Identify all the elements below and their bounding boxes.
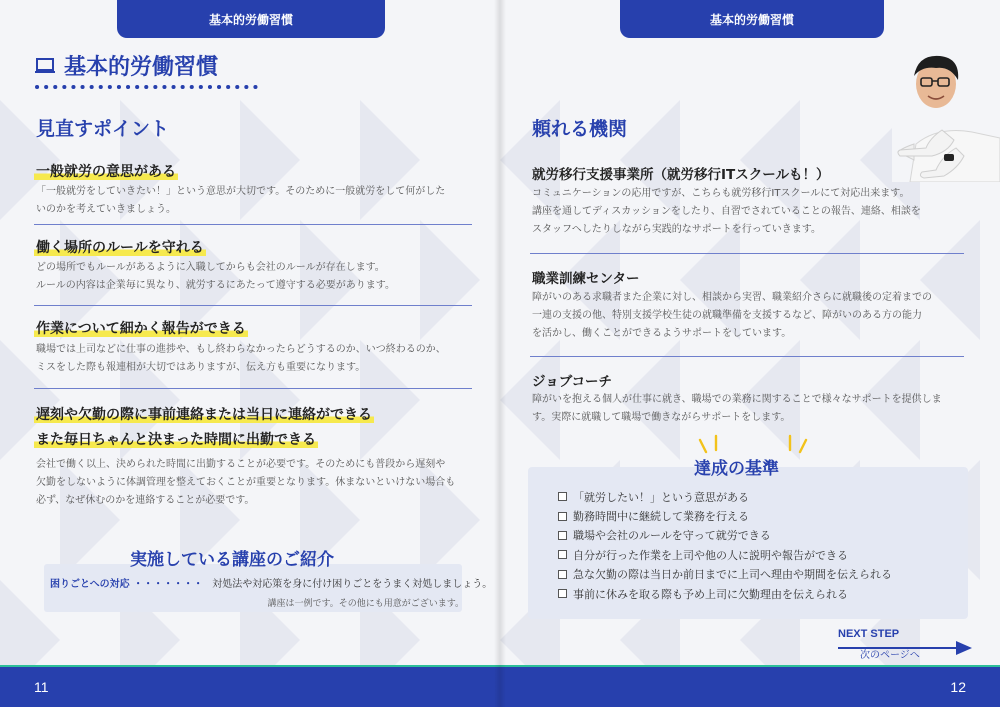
agency-title: 就労移行支援事業所（就労移行ITスクールも！） <box>532 167 830 183</box>
checkbox-icon <box>558 492 567 501</box>
point-body: 「一般就労をしていきたい！」という意思が大切です。そのために一般就労をして何がした いのかを考えていきましょう。 <box>36 186 446 215</box>
criteria-item: 事前に休みを取る際も予め上司に欠勤理由を伝えられる <box>558 584 892 603</box>
divider <box>530 356 964 357</box>
point-title: また毎日ちゃんと決まった時間に出勤できる <box>36 432 316 448</box>
criteria-item: 勤務時間中に継続して業務を行える <box>558 506 892 525</box>
title-dotted-underline <box>34 84 266 90</box>
next-step-label: NEXT STEP <box>838 628 900 640</box>
header-tab: 基本的労働習慣 <box>620 0 884 38</box>
footer-bar <box>0 665 500 707</box>
section-heading: 頼れる機関 <box>532 118 628 140</box>
agency-title: 職業訓練センター <box>532 271 640 287</box>
course-title: 実施している講座のご紹介 <box>130 550 334 570</box>
page-number: 12 <box>950 679 966 695</box>
agency-title: ジョブコーチ <box>532 374 613 390</box>
laptop-icon <box>34 55 56 77</box>
course-desc: 対処法や対応策を身に付け困りごとをうまく対処しましょう。 <box>212 579 493 590</box>
section-heading: 見直すポイント <box>36 118 170 140</box>
page-title-text: 基本的労働習慣 <box>64 55 219 80</box>
agency-body: 障がいを抱える個人が仕事に就き、職場での業務に関することで様々なサポートを提供しま す。実際に就職して職場で働きながらサポートをします。 <box>532 394 942 423</box>
point-title: 遅刻や欠勤の際に事前連絡または当日に連絡ができる <box>36 407 372 423</box>
course-item <box>50 575 492 590</box>
point-title: 作業について細かく報告ができる <box>36 321 246 337</box>
footer-bar <box>500 665 1000 707</box>
sparkle-icon <box>686 432 822 456</box>
page-title <box>34 50 218 81</box>
agency-body: 障がいのある求職者また企業に対し、相談から実習、職業紹介さらに就職後の定着までの 一連の支援の他、特別支援学校生徒の就職準備を支援するなど、障がいのある方の能力 を活かし、働くことができるようサポートをしています。 <box>532 292 932 339</box>
point-body: 職場では上司などに仕事の進捗や、もし終わらなかったらどうするのか、いつ終わるのか、 ミスをした際も報連相が大切ではありますが、伝え方も重要になります。 <box>36 344 446 373</box>
right-page <box>500 0 1000 707</box>
point-title: 働く場所のルールを守れる <box>36 240 204 256</box>
next-step-sub: 次のページへ <box>860 650 920 661</box>
checkbox-icon <box>558 531 567 540</box>
point-body: 会社で働く以上、決められた時間に出勤することが必要です。そのためにも普段から遅刻や 欠勤をしないように体調管理を整えておくことが重要となります。休まないといけない場合も 必ず、なぜ休むのかを連絡することが必要です。 <box>36 459 456 506</box>
point-body: どの場所でもルールがあるように入職してからも会社のルールが存在します。 ルールの内容は企業毎に異なり、就労するにあたって遵守する必要があります。 <box>36 262 395 291</box>
checkbox-icon <box>558 512 567 521</box>
staff-photo <box>892 52 1000 182</box>
criteria-item: 自分が行った作業を上司や他の人に説明や報告ができる <box>558 545 892 564</box>
divider <box>34 224 472 225</box>
point-title: 一般就労の意思がある <box>36 164 176 180</box>
next-step-link[interactable] <box>838 628 920 661</box>
checkbox-icon <box>558 570 567 579</box>
divider <box>34 305 472 306</box>
arrow-right-icon <box>838 641 974 655</box>
course-tag: 困りごとへの対応 ・・・・・・・ <box>50 579 204 590</box>
divider <box>34 388 472 389</box>
book-gutter <box>494 0 506 707</box>
header-tab: 基本的労働習慣 <box>117 0 385 38</box>
criteria-title: 達成の基準 <box>694 459 779 479</box>
page-number: 11 <box>34 679 49 695</box>
divider <box>530 253 964 254</box>
criteria-list <box>558 487 892 603</box>
checkbox-icon <box>558 550 567 559</box>
criteria-item: 職場や会社のルールを守って就労できる <box>558 526 892 545</box>
agency-body: コミュニケーションの応用ですが、こちらも就労移行ITスクールにて対応出来ます。 講座を通してディスカッションをしたり、自習でされていることの報告、連絡、相談を スタッフへしたりしながら実践的なサポートを行っていきます。 <box>532 188 921 235</box>
criteria-item: 「就労したい！」という意思がある <box>558 487 892 506</box>
checkbox-icon <box>558 589 567 598</box>
criteria-item: 急な欠勤の際は当日か前日までに上司へ理由や期間を伝えられる <box>558 565 892 584</box>
course-note: 講座は一例です。その他にも用意がございます。 <box>267 599 464 609</box>
